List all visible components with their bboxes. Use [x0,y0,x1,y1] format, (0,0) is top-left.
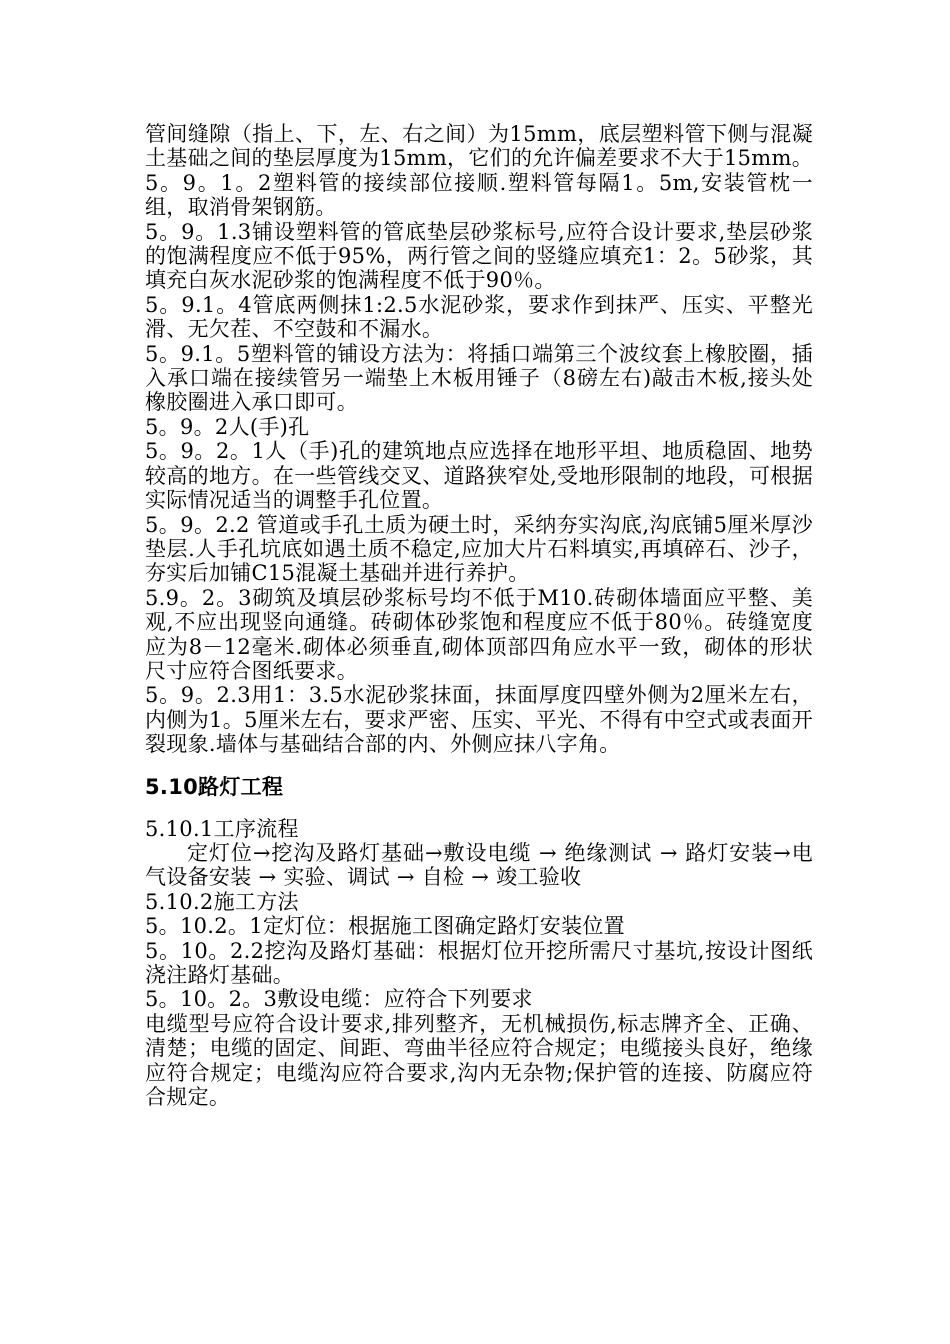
paragraph-pipe-gap: 管间缝隙（指上、下，左、右之间）为15mm，底层塑料管下侧与混凝土基础之间的垫层厚度为15mm，它们的允许偏差要求不大于15mm。 [145,122,813,171]
paragraph-5-9-2-3: 5.9。2。3砌筑及填层砂浆标号均不低于M10.砖砌体墙面应平整、美观,不应出现竖向通缝。砖砌体砂浆饱和程度应不低于80％。砖缝宽度应为8－12毫米.砌体必须垂直,砌体顶部四角应水平一致，砌体的形状尺寸应符合图纸要求。 [145,585,813,683]
paragraph-5-9-1-2: 5。9。1。2塑料管的接续部位接顺.塑料管每隔1。5m,安装管枕一组，取消骨架钢筋。 [145,170,813,220]
subheading-5-10-1: 5.10.1工序流程 [145,816,299,841]
paragraph-5-9-2-2: 5。9。2.2 管道或手孔土质为硬土时，采纳夯实沟底,沟底铺5厘米厚沙垫层.人手孔坑底如遇土质不稳定,应加大片石料填实,再填碎石、沙子，夯实后加铺C15混凝土基础并进行养护。 [145,512,813,586]
section-heading-5-10: 5.10路灯工程 [145,774,284,799]
spacer [145,799,813,817]
paragraph-5-9-1-5: 5。9.1。5塑料管的铺设方法为：将插口端第三个波纹套上橡胶圈，插入承口端在接续管另一端垫上木板用锤子（8磅左右)敲击木板,接头处橡胶圈进入承口即可。 [145,341,813,415]
subheading-5-9-2: 5。9。2人(手)孔 [145,414,310,439]
document-page [145,122,813,1109]
spacer [145,757,813,775]
paragraph-5-9-2-3-b: 5。9。2.3用1：3.5水泥砂浆抹面，抹面厚度四壁外侧为2厘米左右，内侧为1。5厘米左右，要求严密、压实、平光、不得有中空式或表面开裂现象.墙体与基础结合部的内、外侧应抹八字角。 [145,683,813,757]
paragraph-5-10-2-1: 5。10.2。1定灯位：根据施工图确定路灯安装位置 [145,914,625,939]
paragraph-cable-requirements: 电缆型号应符合设计要求,排列整齐，无机械损伤,标志牌齐全、正确、清楚；电缆的固定、间距、弯曲半径应符合规定；电缆接头良好，绝缘应符合规定；电缆沟应符合要求,沟内无杂物;保护管的连接、防腐应符合规定。 [145,1011,813,1110]
paragraph-5-10-2-2: 5。10。2.2挖沟及路灯基础：根据灯位开挖所需尺寸基坑,按设计图纸浇注路灯基础。 [145,938,813,987]
paragraph-5-9-1-4: 5。9.1。4管底两侧抹1:2.5水泥砂浆，要求作到抹严、压实、平整光滑、无欠茬、不空鼓和不漏水。 [145,292,813,342]
process-flow: 定灯位→挖沟及路灯基础→敷设电缆 → 绝缘测试 → 路灯安装→电气设备安装 → 实验、调试 → 自检 → 竣工验收 [145,840,813,890]
subheading-5-10-2: 5.10.2施工方法 [145,889,299,914]
paragraph-5-10-2-3: 5。10。2。3敷设电缆：应符合下列要求 [145,987,533,1012]
paragraph-5-9-2-1: 5。9。2。1人（手)孔的建筑地点应选择在地形平坦、地质稳固、地势较高的地方。在一些管线交叉、道路狭窄处,受地形限制的地段，可根据实际情况适当的调整手孔位置。 [145,439,813,513]
paragraph-5-9-1-3: 5。9。1.3铺设塑料管的管底垫层砂浆标号,应符合设计要求,垫层砂浆的饱满程度应不低于95%，两行管之间的竖缝应填充1：2。5砂浆，其填充白灰水泥砂浆的饱满程度不低于90％。 [145,219,813,293]
